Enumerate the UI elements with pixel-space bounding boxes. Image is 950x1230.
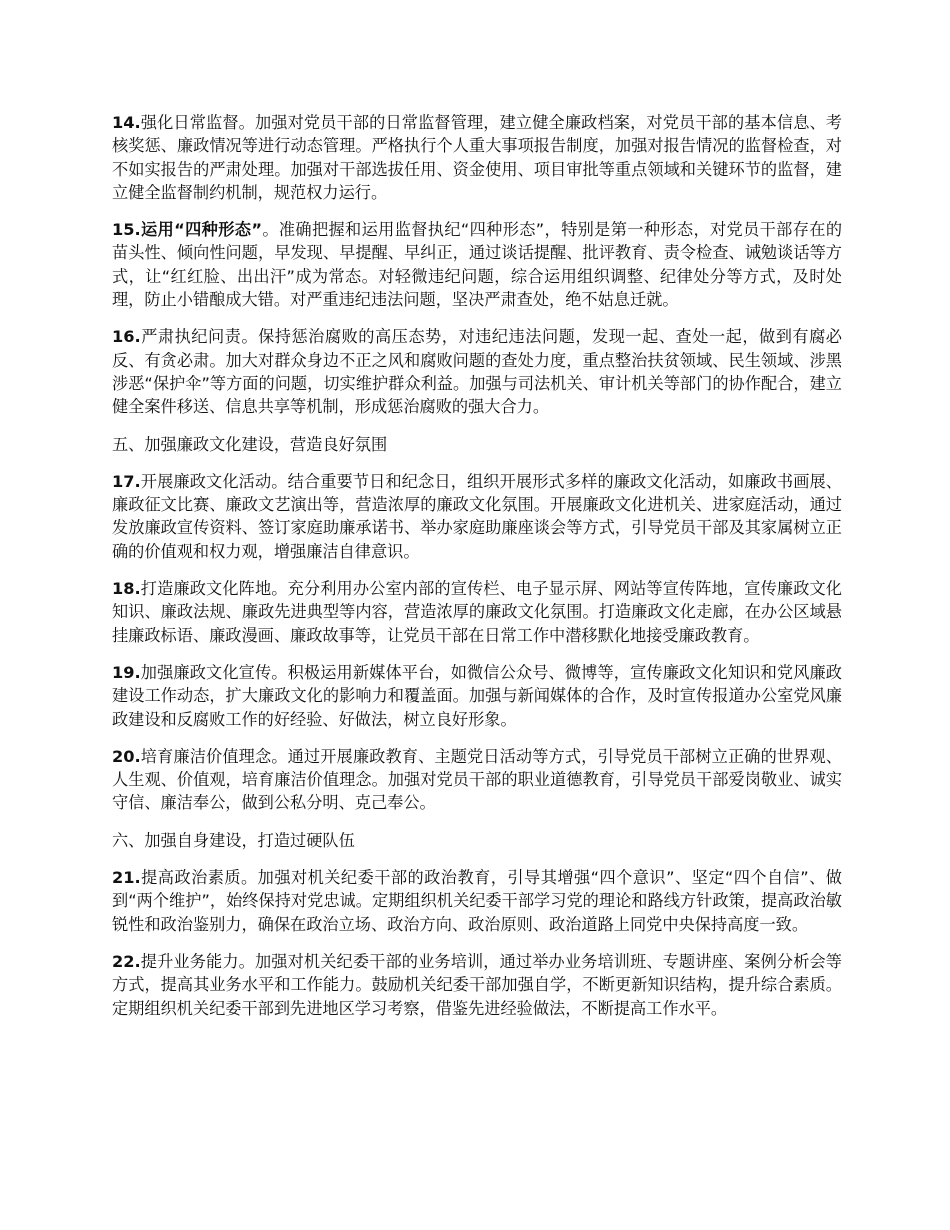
paragraph-item-17 (112, 470, 842, 563)
paragraph-item-14 (112, 111, 842, 204)
paragraph-text: 严肃执纪问责。保持惩治腐败的高压态势，对违纪违法问题，发现一起、查处一起，做到有腐必反、有贪必肃。加大对群众身边不正之风和腐败问题的查处力度，重点整治扶贫领域、民生领域、涉黑涉恶“保护伞”等方面的问题，切实维护群众利益。加强与司法机关、审计机关等部门的协作配合，建立健全案件移送、信息共享等机制，形成惩治腐败的强大合力。 (112, 327, 842, 417)
paragraph-item-21 (112, 866, 842, 936)
paragraph-item-18 (112, 577, 842, 647)
paragraph-text: 培育廉洁价值理念。通过开展廉政教育、主题党日活动等方式，引导党员干部树立正确的世界观、人生观、价值观，培育廉洁价值理念。加强对党员干部的职业道德教育，引导党员干部爱岗敬业、诚实守信、廉洁奉公，做到公私分明、克己奉公。 (112, 746, 842, 813)
item-number: 15. (112, 220, 141, 240)
section-heading-6: 六、加强自身建设，打造过硬队伍 (112, 830, 355, 850)
paragraph-text: 。准确把握和运用监督执纪“四种形态”，特别是第一种形态，对党员干部存在的苗头性、倾向性问题，早发现、早提醒、早纠正，通过谈话提醒、批评教育、责令检查、诫勉谈话等方式，让“红红脸、出出汗”成为常态。对轻微违纪问题，综合运用组织调整、纪律处分等方式，及时处理，防止小错酿成大错。对严重违纪违法问题，坚决严肃查处，绝不姑息迁就。 (112, 220, 842, 310)
paragraph-text: 提高政治素质。加强对机关纪委干部的政治教育，引导其增强“四个意识”、坚定“四个自信”、做到“两个维护”，始终保持对党忠诚。定期组织机关纪委干部学习党的理论和路线方针政策，提高政治敏锐性和政治鉴别力，确保在政治立场、政治方向、政治原则、政治道路上同党中央保持高度一致。 (112, 868, 842, 934)
paragraph-item-16 (112, 325, 842, 418)
item-number: 14. (112, 113, 141, 132)
item-bold-title: 运用“四种形态” (140, 220, 262, 240)
item-number: 21. (112, 868, 141, 888)
paragraph-text: 打造廉政文化阵地。充分利用办公室内部的宣传栏、电子显示屏、网站等宣传阵地，宣传廉政文化知识、廉政法规、廉政先进典型等内容，营造浓厚的廉政文化氛围。打造廉政文化走廊，在办公区域悬挂廉政标语、廉政漫画、廉政故事等，让党员干部在日常工作中潜移默化地接受廉政教育。 (112, 579, 842, 645)
paragraph-item-20 (112, 745, 842, 815)
item-number: 16. (112, 327, 141, 347)
item-number: 18. (112, 579, 141, 599)
paragraph-item-22 (112, 950, 842, 1020)
item-number: 22. (112, 951, 141, 971)
paragraph-text: 加强廉政文化宣传。积极运用新媒体平台，如微信公众号、微博等，宣传廉政文化知识和党风廉政建设工作动态，扩大廉政文化的影响力和覆盖面。加强与新闻媒体的合作，及时宣传报道办公室党风廉政建设和反腐败工作的好经验、好做法，树立良好形象。 (112, 662, 842, 729)
item-number: 20. (112, 746, 141, 766)
paragraph-text: 提升业务能力。加强对机关纪委干部的业务培训，通过举办业务培训班、专题讲座、案例分析会等方式，提高其业务水平和工作能力。鼓励机关纪委干部加强自学，不断更新知识结构，提升综合素质。定期组织机关纪委干部到先进地区学习考察，借鉴先进经验做法，不断提高工作水平。 (112, 951, 842, 1018)
section-heading-5: 五、加强廉政文化建设，营造良好氛围 (112, 434, 388, 454)
paragraph-text: 强化日常监督。加强对党员干部的日常监督管理，建立健全廉政档案，对党员干部的基本信息、考核奖惩、廉政情况等进行动态管理。严格执行个人重大事项报告制度，加强对报告情况的监督检查，对不如实报告的严肃处理。加强对干部选拔任用、资金使用、项目审批等重点领域和关键环节的监督，建立健全监督制约机制，规范权力运行。 (112, 113, 842, 202)
paragraph-item-15 (112, 218, 842, 311)
paragraph-item-19 (112, 661, 842, 731)
item-number: 19. (112, 662, 141, 682)
item-number: 17. (112, 471, 141, 491)
paragraph-text: 开展廉政文化活动。结合重要节日和纪念日，组织开展形式多样的廉政文化活动，如廉政书画展、廉政征文比赛、廉政文艺演出等，营造浓厚的廉政文化氛围。开展廉政文化进机关、进家庭活动，通过发放廉政宣传资料、签订家庭助廉承诺书、举办家庭助廉座谈会等方式，引导党员干部及其家属树立正确的价值观和权力观，增强廉洁自律意识。 (112, 471, 842, 561)
